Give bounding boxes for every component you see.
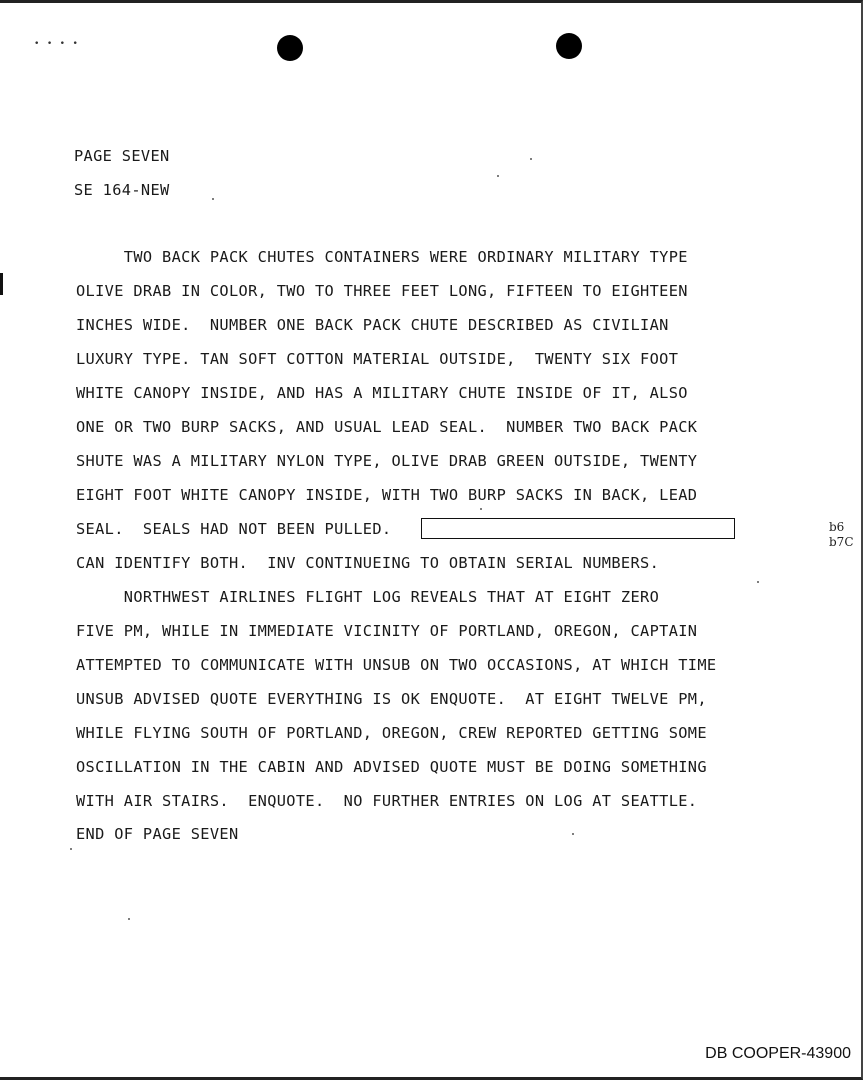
body-line-5: WHITE CANOPY INSIDE, AND HAS A MILITARY CHUTE INSIDE OF IT, ALSO	[76, 384, 688, 402]
body-line-16: OSCILLATION IN THE CABIN AND ADVISED QUOTE MUST BE DOING SOMETHING	[76, 758, 707, 776]
body-line-17: WITH AIR STAIRS. ENQUOTE. NO FURTHER ENTRIES ON LOG AT SEATTLE.	[76, 792, 698, 810]
punch-hole-left	[277, 35, 303, 61]
scan-speck	[70, 848, 72, 850]
body-line-10: CAN IDENTIFY BOTH. INV CONTINUEING TO OBTAIN SERIAL NUMBERS.	[76, 554, 660, 572]
body-line-15: WHILE FLYING SOUTH OF PORTLAND, OREGON, CREW REPORTED GETTING SOME	[76, 724, 707, 742]
body-line-18: END OF PAGE SEVEN	[76, 825, 239, 843]
scan-speck	[497, 175, 499, 177]
body-line-4: LUXURY TYPE. TAN SOFT COTTON MATERIAL OUTSIDE, TWENTY SIX FOOT	[76, 350, 679, 368]
body-line-9: SEAL. SEALS HAD NOT BEEN PULLED.	[76, 520, 392, 538]
scan-speck	[757, 581, 759, 583]
body-line-7: SHUTE WAS A MILITARY NYLON TYPE, OLIVE DRAB GREEN OUTSIDE, TWENTY	[76, 452, 698, 470]
scan-speck	[480, 508, 482, 510]
punch-hole-right	[556, 33, 582, 59]
body-line-3: INCHES WIDE. NUMBER ONE BACK PACK CHUTE DESCRIBED AS CIVILIAN	[76, 316, 669, 334]
body-line-12: FIVE PM, WHILE IN IMMEDIATE VICINITY OF PORTLAND, OREGON, CAPTAIN	[76, 622, 698, 640]
scan-edge-mark	[0, 273, 3, 295]
handwritten-scribble: • • • •	[34, 39, 79, 49]
body-line-11: NORTHWEST AIRLINES FLIGHT LOG REVEALS THAT AT EIGHT ZERO	[76, 588, 660, 606]
body-line-2: OLIVE DRAB IN COLOR, TWO TO THREE FEET LONG, FIFTEEN TO EIGHTEEN	[76, 282, 688, 300]
body-line-1: TWO BACK PACK CHUTES CONTAINERS WERE ORDINARY MILITARY TYPE	[76, 248, 688, 266]
scan-speck	[572, 833, 574, 835]
body-line-6: ONE OR TWO BURP SACKS, AND USUAL LEAD SEAL. NUMBER TWO BACK PACK	[76, 418, 698, 436]
file-number: SE 164-NEW	[74, 181, 170, 199]
scan-speck	[212, 198, 214, 200]
bates-number: DB COOPER-43900	[705, 1045, 851, 1062]
body-line-8: EIGHT FOOT WHITE CANOPY INSIDE, WITH TWO BURP SACKS IN BACK, LEAD	[76, 486, 698, 504]
scan-speck	[128, 918, 130, 920]
body-line-14: UNSUB ADVISED QUOTE EVERYTHING IS OK ENQUOTE. AT EIGHT TWELVE PM,	[76, 690, 707, 708]
exemption-code-b7c: b7C	[829, 535, 854, 549]
body-line-13: ATTEMPTED TO COMMUNICATE WITH UNSUB ON TWO OCCASIONS, AT WHICH TIME	[76, 656, 717, 674]
page-label: PAGE SEVEN	[74, 147, 170, 165]
scan-speck	[530, 158, 532, 160]
redaction-box	[421, 518, 735, 539]
exemption-code-b6: b6	[829, 520, 845, 534]
